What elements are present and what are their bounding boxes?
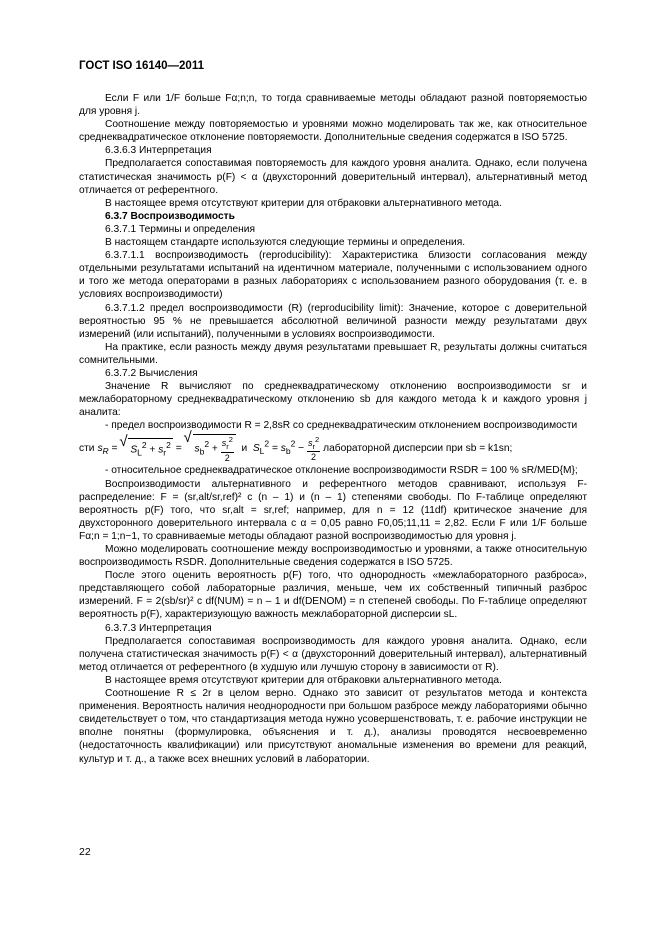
paragraph: - относительное среднеквадратическое отклонение воспроизводимости RSDR = 100 % sR/MED{M};	[105, 465, 578, 477]
paragraph: На практике, если разность между двумя результатами превышает R, результаты должны считаться сомнительными.	[79, 341, 587, 366]
paragraph: Если F или 1/F больше Fα;n;n, то тогда сравниваемые методы обладают разной повторяемостью для уровня j.	[79, 93, 587, 118]
document-header: ГОСТ ISO 16140—2011	[79, 60, 204, 72]
paragraph: В настоящее время отсутствуют критерии для отбраковки альтернативного метода.	[105, 197, 502, 209]
page-number: 22	[79, 846, 91, 858]
paragraph: После этого оценить вероятность p(F) того, что однородность «межлабораторного разброса», представляющего собой лабораторные различия, меньше, чем их собственный типичный разброс измерений. F = 2(sb/sr)² с df(NUM) = n – 1 и df(DENOM) = n степеней свободы. По F-таблице определяют вероятность p(F), характеризующую важность межлабораторной дисперсии sL.	[79, 570, 587, 621]
section-heading: 6.3.7.3 Интерпретация	[105, 622, 212, 634]
paragraph: - предел воспроизводимости R = 2,8sR со среднеквадратическим отклонением воспроизводимости	[105, 420, 578, 432]
formula-expression: $s_R$ = √ $S_L^2 + s_r^2$ = √ $s_b^2$ + $\frac{s_r^2}{2}$ и $S_L^2 = s_b^2$ − $\frac{s_r^2}{2}$	[97, 434, 320, 463]
definition-reproducibility-limit: 6.3.7.1.2 предел воспроизводимости (R) (reproducibility limit): Значение, которое с доверительной вероятностью 95 % не превышается абсолютной величиной разности между результатами двух измерений (или испытаний), полученными в условиях воспроизводимости.	[79, 302, 587, 340]
paragraph: Значение R вычисляют по среднеквадратическому отклонению воспроизводимости sr и межлабораторному среднеквадратическому отклонению sb для каждого метода k и каждого уровня j аналита:	[79, 381, 587, 419]
paragraph: Можно моделировать соотношение между воспроизводимостью и уровнями, а также относительную воспроизводимость RSDR. Дополнительные сведения содержатся в ISO 5725.	[79, 544, 587, 569]
paragraph: Предполагается сопоставимая повторяемость для каждого уровня аналита. Однако, если получена статистическая значимость p(F) < α (двухсторонний доверительный интервал), альтернативный метод отличается от референтного.	[79, 158, 587, 196]
paragraph: Предполагается сопоставимая воспроизводимость для каждого уровня аналита. Однако, если получена статистическая значимость p(F) < α (двухсторонний доверительный интервал), альтернативный метод отличается от референтного (в худшую или лучшую сторону в зависимости от R).	[79, 635, 587, 673]
paragraph: В настоящем стандарте используются следующие термины и определения.	[105, 237, 466, 249]
formula-lead: сти	[79, 442, 95, 454]
document-body	[79, 92, 587, 766]
paragraph: Соотношение между повторяемостью и уровнями можно моделировать так же, как относительное среднеквадратическое отклонение повторяемости. Дополнительные сведения содержатся в ISO 5725.	[79, 119, 587, 144]
formula-tail: лабораторной дисперсии при sb = k1sn;	[323, 442, 513, 454]
formula-reproducibility	[79, 435, 587, 461]
paragraph: В настоящее время отсутствуют критерии для отбраковки альтернативного метода.	[105, 674, 502, 686]
section-heading: 6.3.7.1 Термины и определения	[105, 223, 255, 235]
section-heading: 6.3.7 Воспроизводимость	[105, 210, 235, 222]
section-heading: 6.3.7.2 Вычисления	[105, 367, 198, 379]
definition-reproducibility: 6.3.7.1.1 воспроизводимость (reproducibility): Характеристика близости согласования между отдельными результатами испытаний на идентичном материале, полученными с использованием одного и того же метода операторами в разных лабораториях с использованием разного оборудования (т. е. в условиях воспроизводимости)	[79, 250, 587, 301]
section-heading: 6.3.6.3 Интерпретация	[105, 145, 212, 157]
paragraph: Соотношение R ≤ 2r в целом верно. Однако это зависит от результатов метода и контекста применения. Вероятность наличия неоднородности при большом разбросе между лабораториями обычно свидетельствует о том, что стандартизация метода нужно усовершенствовать, т. е. рабочие инструкции не вполне понятны (формулировка, объяснения и т. д.), анализы проводятся несвоевременно (недостаточность квалификации) или присутствуют аномальные изменения во времени для реакций, культур и т. д., а также всех внешних условий в лаборатории.	[79, 688, 587, 765]
paragraph: Воспроизводимости альтернативного и референтного методов сравнивают, используя F-распределение: F = (sr,alt/sr,ref)² с (n – 1) и (n – 1) степенями свободы. По F-таблице определяют вероятность p(F) того, что sr,alt = sr,ref; например, для n = 12 (11df) критическое значение для двухсторонного доверительного интервала с α = 0,05 равно F0,05;11,11 = 2,82. Если F или 1/F больше Fα;n = 1;n−1, то сравниваемые методы обладают разной воспроизводимостью для уровня j.	[79, 478, 587, 542]
